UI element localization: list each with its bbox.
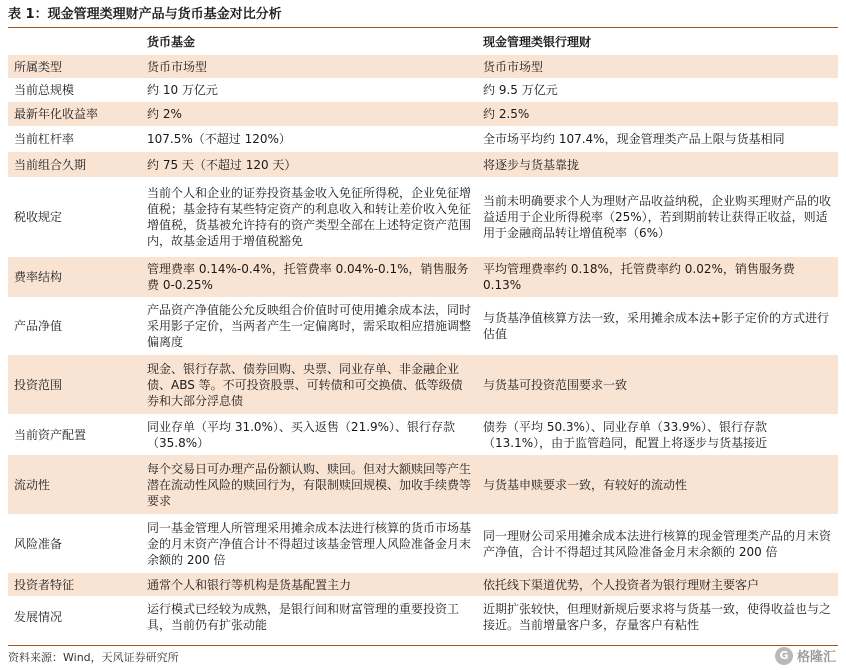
table-row (8, 257, 838, 297)
bank-wealth-cell: 全市场平均约 107.4%，现金管理类产品上限与货基相同 (483, 132, 785, 146)
row-label: 当前总规模 (14, 83, 75, 97)
money-fund-cell: 通常个人和银行等机构是货基配置主力 (141, 573, 477, 596)
table-row (8, 177, 838, 257)
bank-wealth-cell: 平均管理费率约 0.18%，托管费率约 0.02%，销售服务费 0.13% (477, 257, 838, 297)
table-row (8, 455, 838, 514)
table-row (8, 355, 838, 414)
gelonghui-logo-icon: G (775, 647, 793, 665)
bank-wealth-cell: 依托线下渠道优势，个人投资者为银行理财主要客户 (477, 573, 838, 596)
money-fund-cell: 货币市场型 (141, 55, 477, 78)
money-fund-cell: 约 2% (141, 102, 477, 126)
row-label: 产品净值 (14, 319, 63, 333)
money-fund-cell: 管理费率 0.14%-0.4%，托管费率 0.04%-0.1%，销售服务费 0-0.25% (141, 257, 477, 297)
table-row (8, 102, 838, 126)
table-row (8, 297, 838, 355)
bank-wealth-cell: 与货基申赎要求一致，有较好的流动性 (477, 455, 838, 514)
row-label: 当前资产配置 (14, 427, 87, 442)
table-row (8, 78, 838, 102)
bank-wealth-cell: 货币市场型 (477, 55, 838, 78)
row-label: 投资范围 (8, 355, 141, 414)
money-fund-cell: 同一基金管理人所管理采用摊余成本法进行核算的货币市场基金的月末资产净值合计不得超过该基金管理人风险准备金月末余额的 200 倍 (147, 520, 472, 567)
money-fund-cell: 当前个人和企业的证券投资基金收入免征所得税，企业免征增值税；基金持有某些特定资产的利息收入和转让差价收入免征增值税，货基被允许持有的资产类型全部在上述特定资产范围内，故基金适用于增值税豁免 (147, 186, 472, 248)
row-label: 当前杠杆率 (14, 132, 75, 146)
table-row (8, 126, 838, 152)
source-note: 资料来源：Wind，天风证券研究所 (8, 651, 179, 664)
table-row (8, 596, 838, 638)
money-fund-cell: 约 75 天（不超过 120 天） (141, 152, 477, 177)
table-row (8, 152, 838, 177)
money-fund-cell: 约 10 万亿元 (147, 83, 218, 97)
row-label: 投资者特征 (8, 573, 141, 596)
bank-wealth-cell: 债券（平均 50.3%）、同业存单（33.9%）、银行存款（13.1%），由于监管趋同，配置上将逐步与货基接近 (483, 419, 768, 450)
header-row (8, 29, 838, 55)
money-fund-cell: 同业存单（平均 31.0%）、买入返售（21.9%）、银行存款（35.8%） (147, 419, 456, 450)
row-label: 费率结构 (8, 257, 141, 297)
table-row (8, 55, 838, 78)
row-label: 税收规定 (14, 210, 63, 224)
row-label: 流动性 (8, 455, 141, 514)
row-label: 最新年化收益率 (8, 102, 141, 126)
table-row (8, 414, 838, 455)
table-row (8, 573, 838, 596)
money-fund-cell: 107.5%（不超过 120%） (147, 132, 291, 146)
money-fund-cell: 运行模式已经较为成熟，是银行间和财富管理的重要投资工具，当前仍有扩张动能 (147, 602, 460, 632)
table-row (8, 514, 838, 573)
bottom-rule (8, 645, 838, 646)
bank-wealth-cell: 当前未明确要求个人为理财产品收益纳税，企业购买理财产品的收益适用于企业所得税率（25%），若到期前转让获得正收益，则适用于金融商品转让增值税率（6%） (483, 194, 832, 240)
header-empty (8, 29, 141, 55)
money-fund-cell: 每个交易日可办理产品份额认购、赎回。但对大额赎回等产生潜在流动性风险的赎回行为，有限制赎回规模、加收手续费等要求 (141, 455, 477, 514)
watermark-logo (775, 646, 836, 665)
bank-wealth-cell: 与货基可投资范围要求一致 (477, 355, 838, 414)
bank-wealth-cell: 约 9.5 万亿元 (483, 83, 558, 97)
bank-wealth-cell: 同一理财公司采用摊余成本法进行核算的现金管理类产品的月末资产净值，合计不得超过其风险准备金月末余额的 200 倍 (483, 528, 832, 559)
money-fund-cell: 产品资产净值能公允反映组合价值时可使用摊余成本法，同时采用影子定价，当两者产生一定偏离时，需采取相应措施调整偏离度 (147, 303, 472, 349)
header-bank-wealth: 现金管理类银行理财 (483, 35, 592, 49)
bank-wealth-cell: 近期扩张较快，但理财新规后要求将与货基一致，使得收益也与之接近。当前增量客户多，存量客户有粘性 (483, 602, 832, 632)
row-label: 当前组合久期 (8, 152, 141, 177)
table-title: 表 1：现金管理类理财产品与货币基金对比分析 (8, 7, 282, 22)
row-label: 所属类型 (8, 55, 141, 78)
row-label: 发展情况 (14, 610, 63, 624)
row-label: 风险准备 (14, 536, 63, 551)
header-money-fund: 货币基金 (147, 35, 196, 49)
watermark-text: 格隆汇 (796, 650, 836, 665)
bank-wealth-cell: 约 2.5% (477, 102, 838, 126)
top-rule (8, 27, 838, 28)
comparison-table (8, 29, 838, 638)
bank-wealth-cell: 与货基净值核算方法一致，采用摊余成本法+影子定价的方式进行估值 (483, 311, 830, 341)
money-fund-cell: 现金、银行存款、债券回购、央票、同业存单、非金融企业债、ABS 等。不可投资股票、可转债和可交换债、低等级债券和大部分浮息债 (141, 355, 477, 414)
bank-wealth-cell: 将逐步与货基靠拢 (477, 152, 838, 177)
